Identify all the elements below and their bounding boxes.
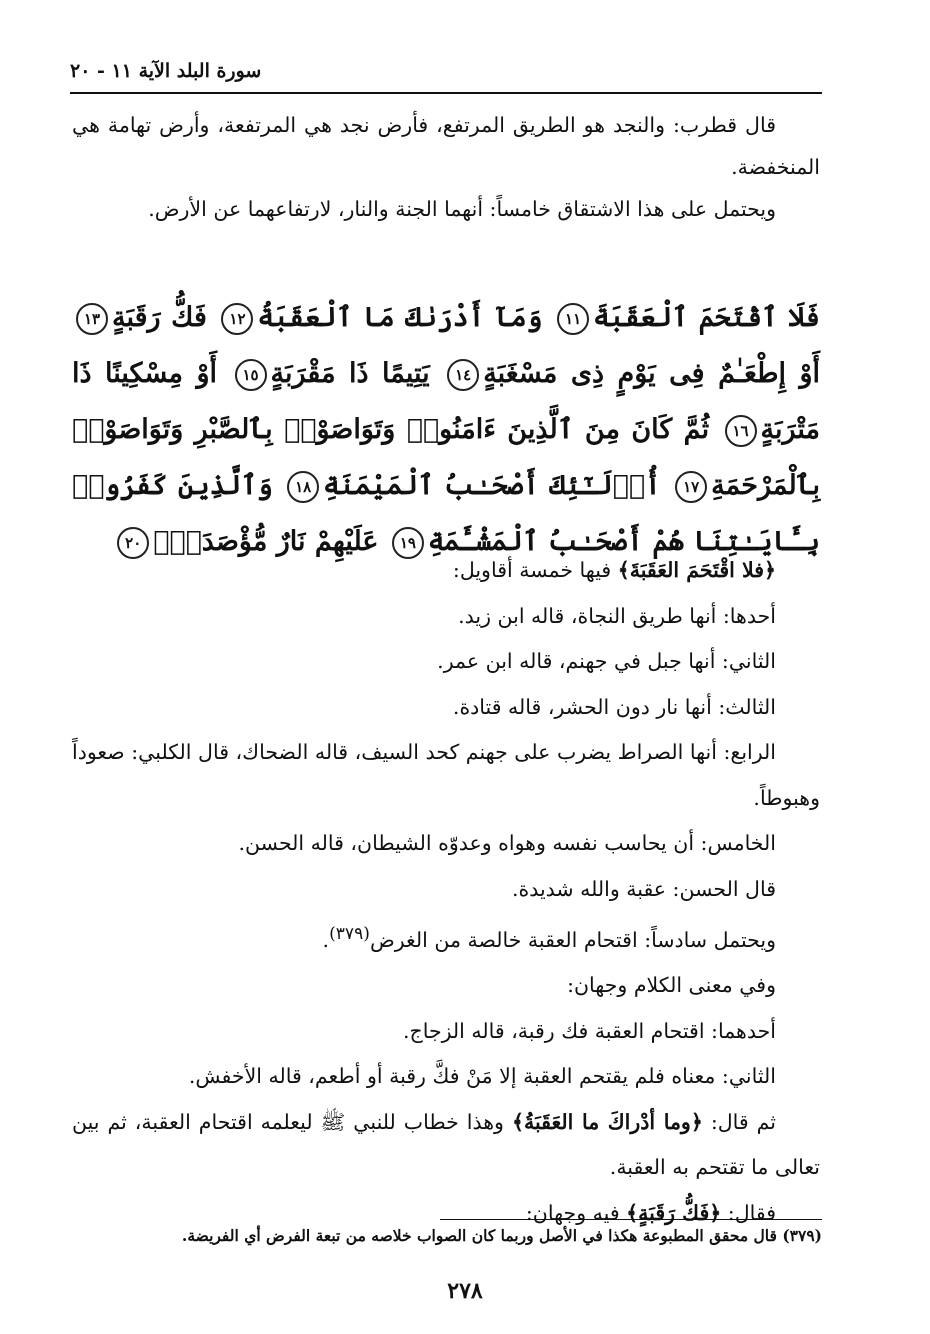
verse-text: فَلَا ٱقْتَحَمَ ٱلْعَقَبَةَ (593, 302, 820, 333)
verse-text: ثُمَّ كَانَ مِنَ ٱلَّذِينَ ءَامَنُوا۟ وَتَوَاصَوْا۟ بِٱلصَّبْرِ وَتَوَاصَوْا۟ بِٱلْمَرْحَمَةِ (72, 414, 821, 501)
verse-number-marker: ١٦ (725, 415, 757, 447)
commentary-paragraph: الخامس: أن يحاسب نفسه وهواه وعدوّه الشيطان، قاله الحسن. (238, 831, 776, 855)
commentary-paragraph: الثالث: أنها نار دون الحشر، قاله قتادة. (452, 694, 776, 719)
verse-text: أُو۟لَـٰٓئِكَ أَصْحَـٰبُ ٱلْمَيْمَنَةِ (323, 470, 661, 501)
commentary-paragraph: الرابع: أنها الصراط يضرب على جهنم كحد السيف، قاله الضحاك، قال الكلبي: صعوداً وهبوطاً. (72, 740, 820, 810)
commentary (72, 548, 820, 1236)
verse-text: عَلَيْهِمْ نَارٌ مُّؤْصَدَةٌۢ (153, 526, 379, 557)
page-number: ٢٧٨ (447, 1278, 483, 1304)
verse-number-marker: ١٧ (675, 471, 707, 503)
quranic-quote: ﴿فلا اقْتَحَمَ العَقَبَةَ﴾ (617, 558, 776, 582)
verse-text: أَوْ إِطْعَـٰمٌ فِى يَوْمٍ ذِى مَسْغَبَةٍ (483, 358, 821, 389)
verse-number-marker: ١٨ (287, 471, 319, 503)
commentary-text: فقال: (721, 1200, 776, 1225)
verse-text: وَٱلَّذِينَ كَفَرُوا۟ بِـَٔايَـٰتِنَا هُمْ أَصْحَـٰبُ ٱلْمَشْـَٔمَةِ (72, 470, 820, 557)
running-header (70, 60, 820, 82)
commentary-paragraph (72, 912, 820, 963)
header-divider (70, 92, 822, 94)
verse-number-marker: ١٢ (221, 303, 253, 335)
commentary-text: . (322, 927, 330, 952)
commentary-paragraph: الثاني: أنها جبل في جهنم، قاله ابن عمر. (437, 649, 776, 673)
commentary-paragraph: أحدها: أنها طريق النجاة، قاله ابن زيد. (458, 603, 776, 628)
verse-text: يَتِيمًا ذَا مَقْرَبَةٍ (270, 358, 430, 389)
intro-paragraph: ويحتمل على هذا الاشتقاق خامساً: أنهما الجنة والنار، لارتفاعهما عن الأرض. (148, 197, 776, 221)
footnote-divider (440, 1219, 822, 1220)
intro-text (72, 104, 820, 230)
footnote-reference: (٣٧٩) (329, 924, 370, 944)
verse-number-marker: ١١ (557, 303, 589, 335)
verse-number-marker: ١٥ (235, 359, 267, 391)
verse-text: أَوْ مِسْكِينًا ذَا مَتْرَبَةٍ (72, 358, 820, 445)
commentary-text: فيها خمسة أقاويل: (452, 558, 618, 582)
commentary-paragraph: أحدهما: اقتحام العقبة فك رقبة، قاله الزجاج. (402, 1018, 776, 1043)
quranic-quote: ﴿وما أدْراكَ ما العَقَبَةُ﴾ (511, 1109, 703, 1134)
commentary-paragraph: الثاني: معناه فلم يقتحم العقبة إلا مَنْ فكَّ رقبة أو أطعم، قاله الأخفش. (188, 1064, 776, 1089)
quran-verses (72, 290, 820, 570)
verse-number-marker: ١٤ (447, 359, 479, 391)
verse-number-marker: ١٩ (392, 527, 424, 559)
commentary-text: ويحتمل سادساً: اقتحام العقبة خالصة من الغرض (369, 927, 776, 952)
verse-number-marker: ٢٠ (117, 527, 149, 559)
commentary-text: وهذا خطاب للنبي ﷺ ليعلمه اقتحام العقبة، ثم بين تعالى ما تقتحم به العقبة. (72, 1109, 820, 1180)
running-title: سورة البلد الآية ١١ - ٢٠ (70, 60, 262, 82)
quranic-quote: ﴿فَكُّ رَقَبَةٍ﴾ (626, 1200, 722, 1225)
footnote: (٣٧٩) قال محقق المطبوعة هكذا في الأصل وربما كان الصواب خلاصه من تبعة الفرض أي الفريضة. (181, 1226, 822, 1245)
commentary-text: ثم قال: (702, 1109, 777, 1134)
intro-paragraph: قال قطرب: والنجد هو الطريق المرتفع، فأرض نجد هي المرتفعة، وأرض تهامة هي المنخفضة. (72, 113, 820, 179)
verse-text: وَمَآ أَدْرَىٰكَ مَا ٱلْعَقَبَةُ (257, 302, 543, 333)
verse-number-marker: ١٣ (76, 303, 108, 335)
commentary-paragraph: قال الحسن: عقبة والله شديدة. (511, 876, 776, 901)
commentary-paragraph: وفي معنى الكلام وجهان: (567, 973, 776, 998)
commentary-text: فيه وجهان: (525, 1200, 627, 1225)
verse-text: فَكُّ رَقَبَةٍ (112, 302, 207, 333)
commentary-paragraph (72, 1100, 820, 1191)
commentary-paragraph (72, 548, 820, 594)
